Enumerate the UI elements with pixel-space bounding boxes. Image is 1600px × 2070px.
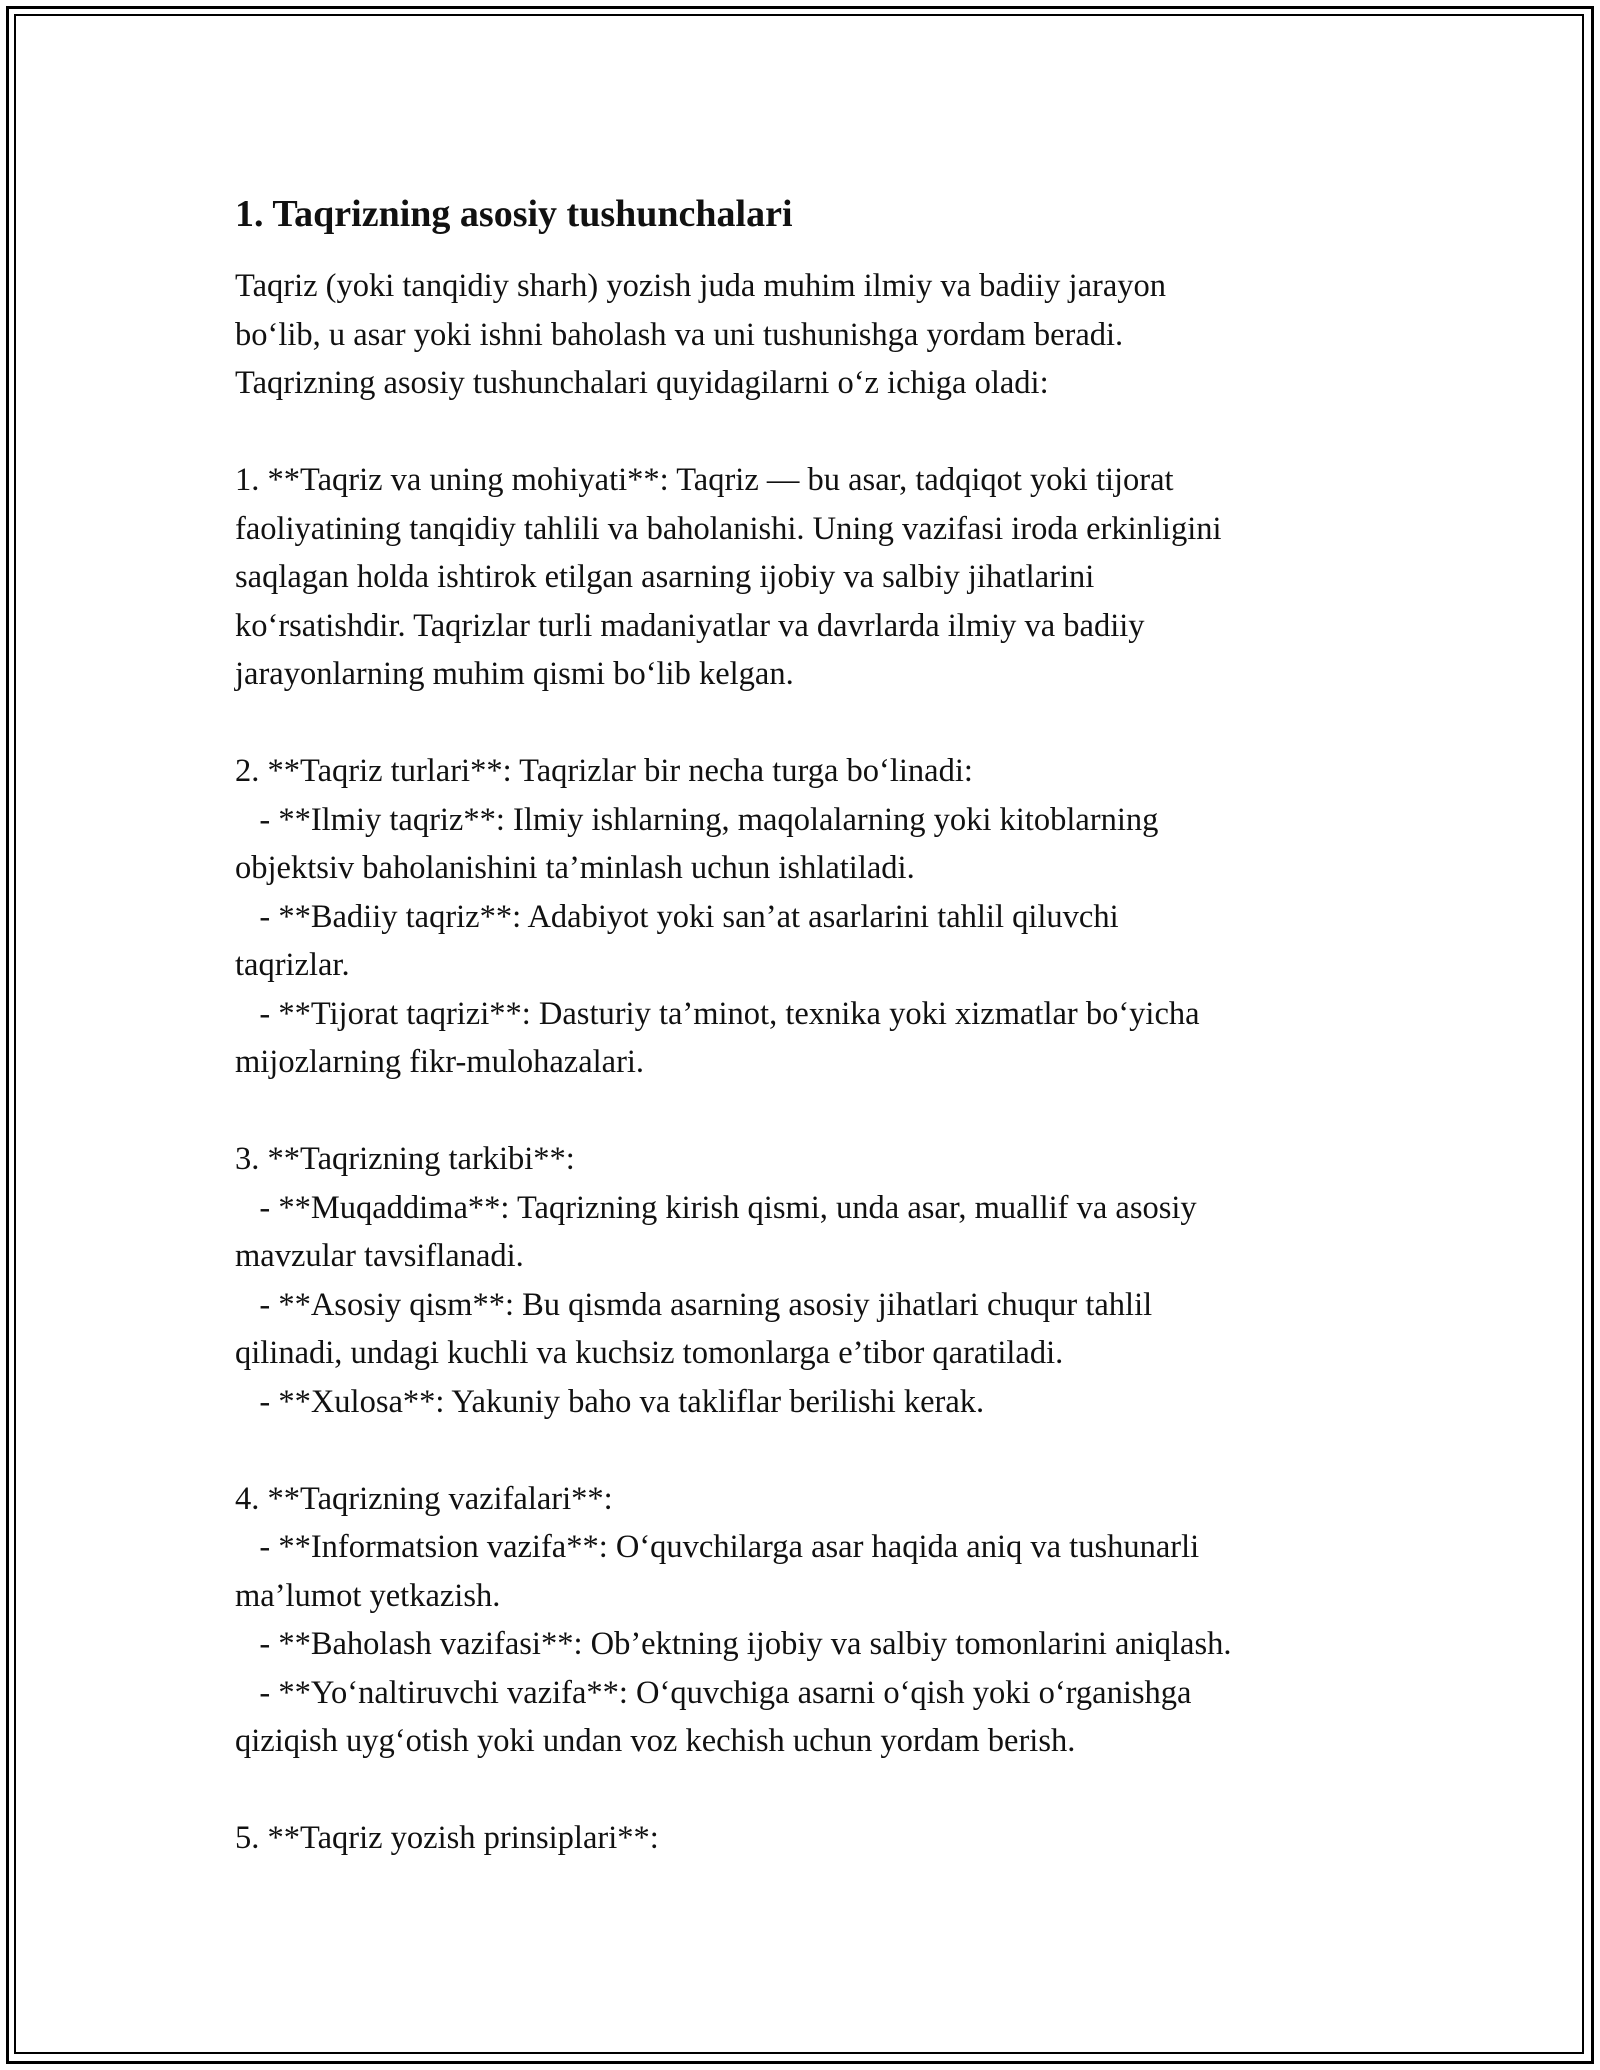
text-line: - **Tijorat taqrizi**: Dasturiy ta’minot, texnika yoki xizmatlar bo‘yicha [235, 995, 1200, 1032]
text-line: ma’lumot yetkazish. [235, 1577, 501, 1614]
text-line: 4. **Taqrizning vazifalari**: [235, 1480, 613, 1517]
text-line: Taqriz (yoki tanqidiy sharh) yozish juda muhim ilmiy va badiiy jarayon [235, 268, 1166, 304]
list-item-taqriz-tarkibi [235, 1135, 1385, 1426]
text-line: - **Informatsion vazifa**: O‘quvchilarga asar haqida aniq va tushunarli [235, 1529, 1200, 1565]
text-line: - **Badiiy taqriz**: Adabiyot yoki san’at asarlarini tahlil qiluvchi [235, 898, 1119, 935]
text-line: - **Baholash vazifasi**: Ob’ektning ijobiy va salbiy tomonlarini aniqlash. [235, 1626, 1232, 1662]
text-line: 3. **Taqrizning tarkibi**: [235, 1141, 575, 1177]
text-line: - **Xulosa**: Yakuniy baho va takliflar berilishi kerak. [235, 1383, 985, 1420]
paragraph-gap [235, 699, 1385, 748]
text-line: qilinadi, undagi kuchli va kuchsiz tomonlarga e’tibor qaratiladi. [235, 1335, 1064, 1371]
paragraph-gap [235, 1087, 1385, 1136]
list-item-taqriz-turlari [235, 747, 1385, 1087]
text-line: 5. **Taqriz yozish prinsiplari**: [235, 1820, 659, 1856]
document-page [235, 190, 1385, 1863]
text-line: - **Muqaddima**: Taqrizning kirish qismi, unda asar, muallif va asosiy [235, 1189, 1197, 1226]
section-heading: 1. Taqrizning asosiy tushunchalari [235, 193, 793, 235]
text-line: 1. **Taqriz va uning mohiyati**: Taqriz — bu asar, tadqiqot yoki tijorat [235, 462, 1174, 498]
text-line: qiziqish uyg‘otish yoki undan voz kechish uchun yordam berish. [235, 1723, 1076, 1759]
paragraph-gap [235, 1766, 1385, 1815]
paragraph-gap [235, 1426, 1385, 1475]
text-line: faoliyatining tanqidiy tahlili va baholanishi. Uning vazifasi iroda erkinligini [235, 510, 1222, 547]
text-line: ko‘rsatishdir. Taqrizlar turli madaniyatlar va davrlarda ilmiy va badiiy [235, 607, 1145, 644]
list-item-taqriz-prinsiplari [235, 1814, 1385, 1863]
list-item-taqriz-mohiyati [235, 456, 1385, 699]
text-line: Taqrizning asosiy tushunchalari quyidagilarni o‘z ichiga oladi: [235, 365, 1049, 401]
paragraph-gap [235, 408, 1385, 457]
text-line: - **Ilmiy taqriz**: Ilmiy ishlarning, maqolalarning yoki kitoblarning [235, 801, 1159, 838]
text-line: 2. **Taqriz turlari**: Taqrizlar bir necha turga bo‘linadi: [235, 753, 973, 789]
text-line: saqlagan holda ishtirok etilgan asarning ijobiy va salbiy jihatlarini [235, 559, 1095, 595]
text-line: objektsiv baholanishini ta’minlash uchun ishlatiladi. [235, 850, 915, 886]
text-line: mavzular tavsiflanadi. [235, 1238, 524, 1274]
text-line: jarayonlarning muhim qismi bo‘lib kelgan. [235, 656, 794, 692]
text-line: bo‘lib, u asar yoki ishni baholash va uni tushunishga yordam beradi. [235, 316, 1124, 353]
list-item-taqriz-vazifalari [235, 1475, 1385, 1766]
text-line: taqrizlar. [235, 947, 350, 983]
intro-paragraph [235, 262, 1385, 408]
text-line: - **Yo‘naltiruvchi vazifa**: O‘quvchiga asarni o‘qish yoki o‘rganishga [235, 1674, 1192, 1711]
text-line: mijozlarning fikr-mulohazalari. [235, 1044, 645, 1080]
text-line: - **Asosiy qism**: Bu qismda asarning asosiy jihatlari chuqur tahlil [235, 1286, 1153, 1323]
